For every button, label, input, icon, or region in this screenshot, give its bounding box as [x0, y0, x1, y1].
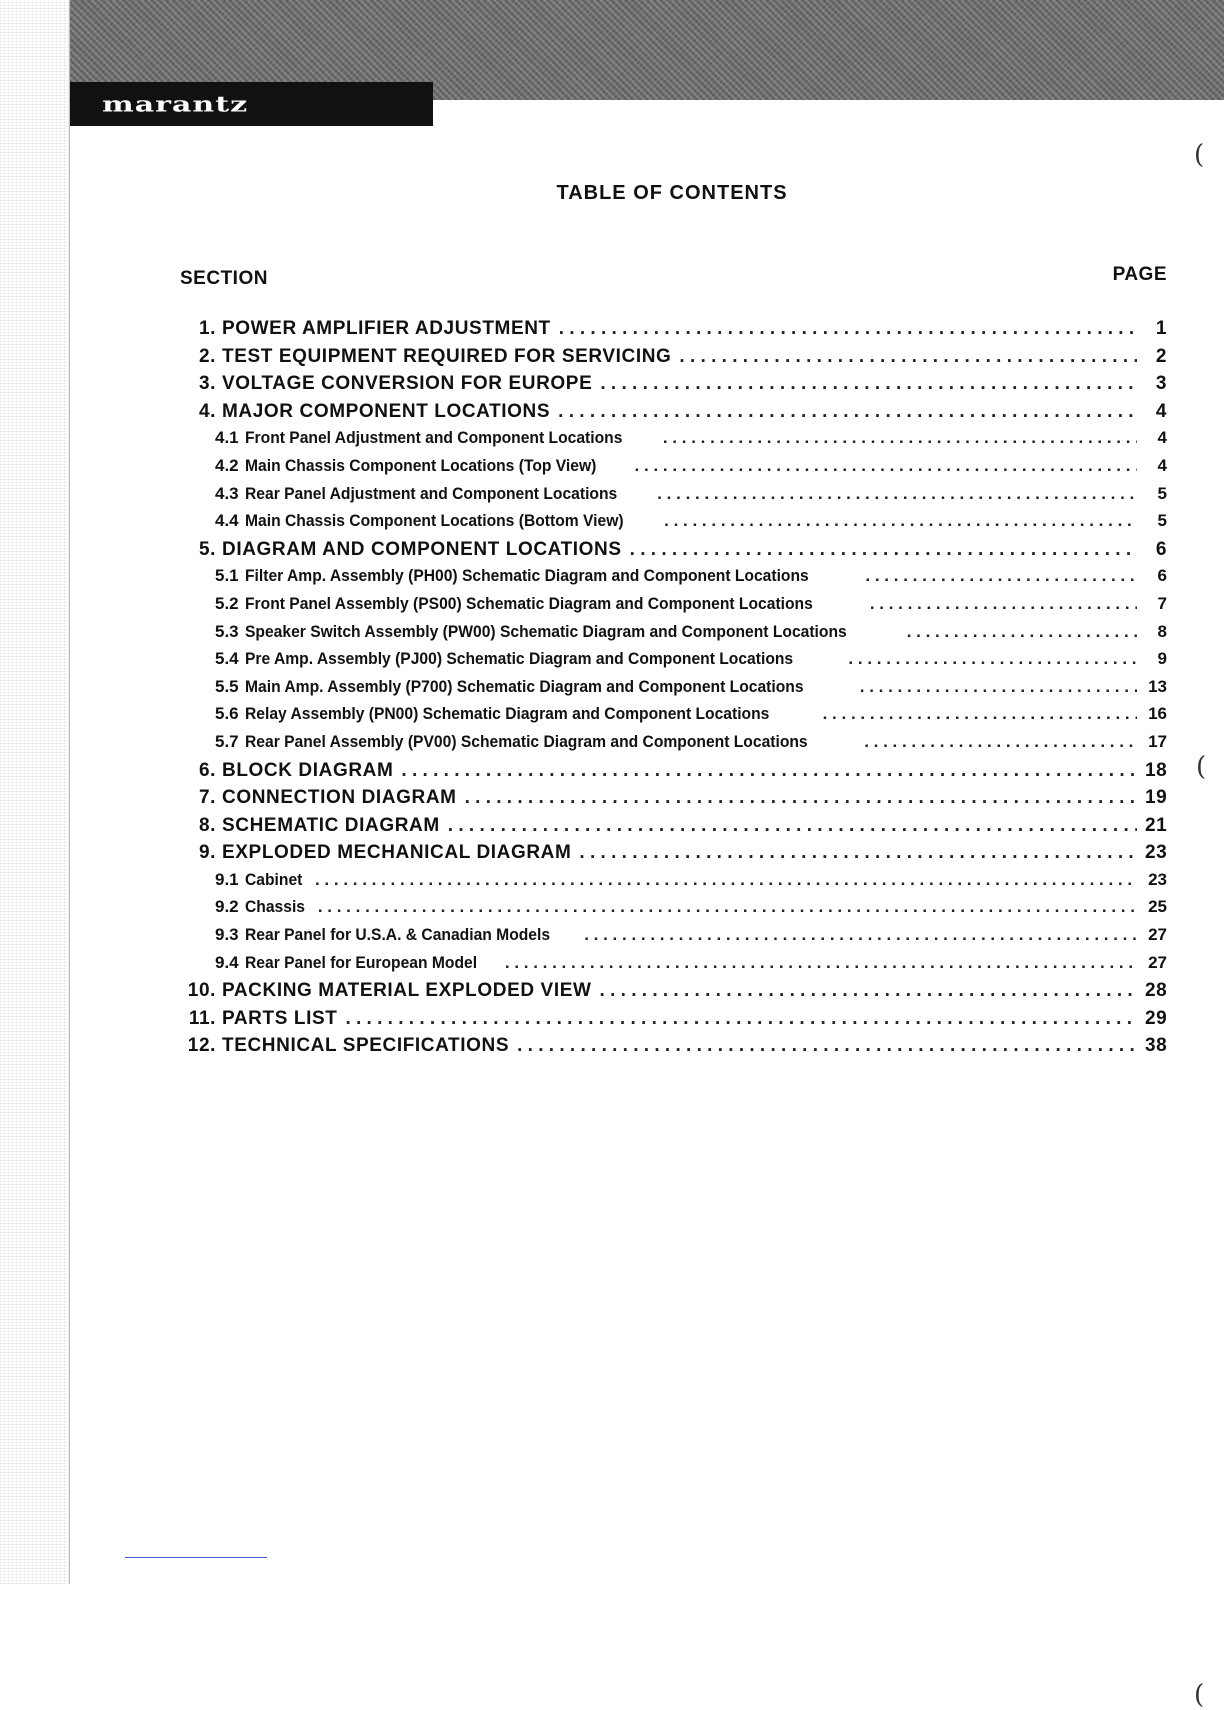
- toc-entry-number: 8.: [198, 814, 216, 836]
- toc-entry-label: MAJOR COMPONENT LOCATIONS: [222, 400, 551, 422]
- toc-entry-number: 10.: [187, 980, 216, 1002]
- toc-entry-page: 29: [1145, 1007, 1167, 1029]
- toc-entry-page: 27: [1148, 925, 1167, 945]
- toc-entry-label: BLOCK DIAGRAM: [222, 759, 394, 781]
- toc-entry-page: 8: [1157, 621, 1167, 641]
- toc-entry-number: 9.: [198, 842, 216, 864]
- toc-entry-page: 38: [1145, 1035, 1167, 1057]
- toc-entry-label: Main Amp. Assembly (P700) Schematic Diagram and Component Locations: [244, 676, 804, 696]
- toc-entry-number: 4.: [198, 400, 216, 422]
- toc-entry-label: PACKING MATERIAL EXPLODED VIEW: [222, 980, 592, 1002]
- toc-entry-label: CONNECTION DIAGRAM: [222, 787, 457, 809]
- toc-entry-page: 23: [1148, 869, 1167, 889]
- scan-left-edge: [0, 0, 70, 1584]
- toc-entry-page: 17: [1148, 731, 1167, 751]
- toc-entry-number: 5.2: [215, 593, 239, 613]
- toc-section-row: [180, 760, 1167, 788]
- toc-section-row: [180, 842, 1167, 870]
- toc-entry-page: 18: [1145, 759, 1167, 781]
- dot-leader: [559, 318, 1137, 340]
- toc-entry-page: 5: [1157, 511, 1167, 531]
- toc-entry-number: 5.6: [215, 704, 239, 724]
- toc-entry-page: 23: [1145, 842, 1167, 864]
- dot-leader: [679, 346, 1137, 368]
- toc-entry-label: Main Chassis Component Locations (Top View): [244, 455, 596, 475]
- toc-entry-page: 16: [1148, 704, 1167, 724]
- toc-section-row: [180, 815, 1167, 843]
- toc-entry-page: 25: [1148, 897, 1167, 917]
- dot-leader: [600, 980, 1137, 1002]
- toc-entry-page: 4: [1157, 455, 1167, 475]
- toc-section-row: [180, 1008, 1167, 1036]
- toc-subsection-row: [180, 953, 1167, 981]
- toc-entry-number: 5.: [198, 538, 216, 560]
- dot-leader: [848, 649, 1137, 669]
- brand-logo: [70, 82, 433, 126]
- dot-leader: [823, 704, 1137, 724]
- toc-entry-label: Filter Amp. Assembly (PH00) Schematic Diagram and Component Locations: [244, 566, 809, 586]
- dot-leader: [864, 732, 1137, 752]
- dot-leader: [860, 677, 1137, 697]
- toc-entry-number: 4.1: [215, 428, 239, 448]
- toc-entry-label: Front Panel Adjustment and Component Locations: [244, 428, 623, 448]
- toc-section-row: [180, 346, 1167, 374]
- dot-leader: [584, 925, 1137, 945]
- dot-leader: [657, 484, 1137, 504]
- toc-entry-label: Speaker Switch Assembly (PW00) Schematic Diagram and Component Locations: [244, 621, 847, 641]
- toc-entry-page: 9: [1157, 649, 1167, 669]
- dot-leader: [315, 870, 1137, 890]
- toc-subsection-row: [180, 870, 1167, 898]
- toc-entry-number: 5.4: [215, 649, 239, 669]
- toc-entry-label: Rear Panel Assembly (PV00) Schematic Diagram and Component Locations: [244, 731, 808, 751]
- toc-entry-label: Relay Assembly (PN00) Schematic Diagram and Component Locations: [244, 704, 770, 724]
- toc-entry-number: 4.3: [215, 483, 239, 503]
- toc-section-row: [180, 1035, 1167, 1063]
- dot-leader: [579, 842, 1137, 864]
- dot-leader: [630, 539, 1137, 561]
- toc-entry-label: Front Panel Assembly (PS00) Schematic Diagram and Component Locations: [244, 593, 813, 613]
- toc-entry-number: 4.4: [215, 511, 239, 531]
- toc-subsection-row: [180, 704, 1167, 732]
- toc-entry-number: 5.7: [215, 731, 239, 751]
- toc-entry-number: 5.5: [215, 676, 239, 696]
- toc-entry-page: 13: [1148, 676, 1167, 696]
- toc-entry-label: POWER AMPLIFIER ADJUSTMENT: [222, 318, 551, 339]
- toc-section-row: [180, 401, 1167, 429]
- toc-section-row: [180, 787, 1167, 815]
- toc-entry-label: Rear Panel for U.S.A. & Canadian Models: [244, 925, 550, 945]
- toc-entry-page: 5: [1157, 483, 1167, 503]
- toc-entry-number: 9.4: [215, 952, 239, 972]
- dot-leader: [907, 622, 1137, 642]
- toc-entry-page: 1: [1155, 318, 1167, 339]
- toc-subsection-row: [180, 622, 1167, 650]
- toc-subsection-row: [180, 511, 1167, 539]
- toc-entry-label: Pre Amp. Assembly (PJ00) Schematic Diagram and Component Locations: [244, 649, 793, 669]
- toc-entry-number: 1.: [198, 318, 216, 339]
- binding-line: [69, 0, 70, 1584]
- toc-entry-number: 6.: [198, 759, 216, 781]
- toc-subsection-row: [180, 649, 1167, 677]
- toc-subsection-row: [180, 732, 1167, 760]
- toc-entry-label: SCHEMATIC DIAGRAM: [222, 814, 440, 836]
- toc-subsection-row: [180, 594, 1167, 622]
- dot-leader: [663, 428, 1137, 448]
- toc-section-row: [180, 539, 1167, 567]
- dot-leader: [870, 594, 1137, 614]
- toc-entry-number: 4.2: [215, 455, 239, 475]
- toc-entry-label: Rear Panel Adjustment and Component Locations: [244, 483, 617, 503]
- scan-mark-icon: (: [1194, 1680, 1205, 1710]
- dot-leader: [505, 953, 1137, 973]
- section-column-header: SECTION: [180, 268, 268, 289]
- toc-entry-label: TECHNICAL SPECIFICATIONS: [222, 1035, 510, 1057]
- toc-entry-number: 7.: [198, 787, 216, 809]
- toc-entry-number: 5.3: [215, 621, 239, 641]
- toc-entry-label: EXPLODED MECHANICAL DIAGRAM: [222, 842, 572, 864]
- dot-leader: [517, 1035, 1137, 1057]
- dot-leader: [318, 897, 1137, 917]
- toc-entry-number: 9.2: [215, 897, 239, 917]
- dot-leader: [865, 566, 1137, 586]
- toc-subsection-row: [180, 484, 1167, 512]
- toc-subsection-row: [180, 677, 1167, 705]
- toc-entry-number: 12.: [187, 1035, 216, 1057]
- toc-subsection-row: [180, 428, 1167, 456]
- dot-leader: [664, 511, 1137, 531]
- brand-logo-text: marantz: [102, 91, 249, 117]
- dot-leader: [345, 1008, 1137, 1030]
- toc-entry-page: 27: [1148, 952, 1167, 972]
- toc-entry-number: 5.1: [215, 566, 239, 586]
- toc-entry-label: Chassis: [244, 897, 305, 917]
- toc-entry-label: Cabinet: [244, 869, 302, 889]
- page-column-header: PAGE: [1112, 264, 1167, 285]
- dot-leader: [401, 760, 1137, 782]
- toc-entry-label: Rear Panel for European Model: [244, 952, 477, 972]
- toc-subsection-row: [180, 897, 1167, 925]
- toc-list: [180, 318, 1167, 1063]
- toc-subsection-row: [180, 456, 1167, 484]
- scan-mark-icon: (: [1196, 752, 1207, 782]
- toc-section-row: [180, 373, 1167, 401]
- toc-entry-page: 4: [1157, 428, 1167, 448]
- toc-entry-page: 6: [1157, 566, 1167, 586]
- toc-entry-number: 2.: [198, 345, 216, 367]
- toc-entry-page: 2: [1155, 345, 1167, 367]
- dot-leader: [448, 815, 1137, 837]
- toc-entry-page: 19: [1145, 787, 1167, 809]
- toc-entry-page: 6: [1155, 538, 1167, 560]
- page-title: TABLE OF CONTENTS: [556, 182, 788, 204]
- toc-subsection-row: [180, 925, 1167, 953]
- dot-leader: [558, 401, 1137, 423]
- toc-entry-page: 21: [1145, 814, 1167, 836]
- toc-section-row: [180, 980, 1167, 1008]
- toc-entry-number: 11.: [188, 1007, 216, 1029]
- toc-entry-number: 3.: [198, 373, 216, 395]
- toc-entry-label: DIAGRAM AND COMPONENT LOCATIONS: [222, 538, 622, 560]
- toc-entry-label: Main Chassis Component Locations (Bottom View): [244, 511, 624, 531]
- dot-leader: [635, 456, 1137, 476]
- toc-entry-number: 9.1: [215, 869, 239, 889]
- toc-entry-label: TEST EQUIPMENT REQUIRED FOR SERVICING: [222, 345, 672, 367]
- toc-entry-page: 7: [1157, 593, 1167, 613]
- toc-entry-label: PARTS LIST: [222, 1007, 338, 1029]
- dot-leader: [465, 787, 1137, 809]
- toc-entry-number: 9.3: [215, 925, 239, 945]
- toc-entry-label: VOLTAGE CONVERSION FOR EUROPE: [222, 373, 593, 395]
- toc-entry-page: 28: [1145, 980, 1167, 1002]
- toc-entry-page: 3: [1155, 373, 1167, 395]
- toc-section-row: [180, 318, 1167, 346]
- scan-artifact-line: [125, 1557, 267, 1558]
- dot-leader: [600, 373, 1137, 395]
- toc-entry-page: 4: [1155, 400, 1167, 422]
- scan-mark-icon: (: [1194, 140, 1205, 170]
- toc-subsection-row: [180, 566, 1167, 594]
